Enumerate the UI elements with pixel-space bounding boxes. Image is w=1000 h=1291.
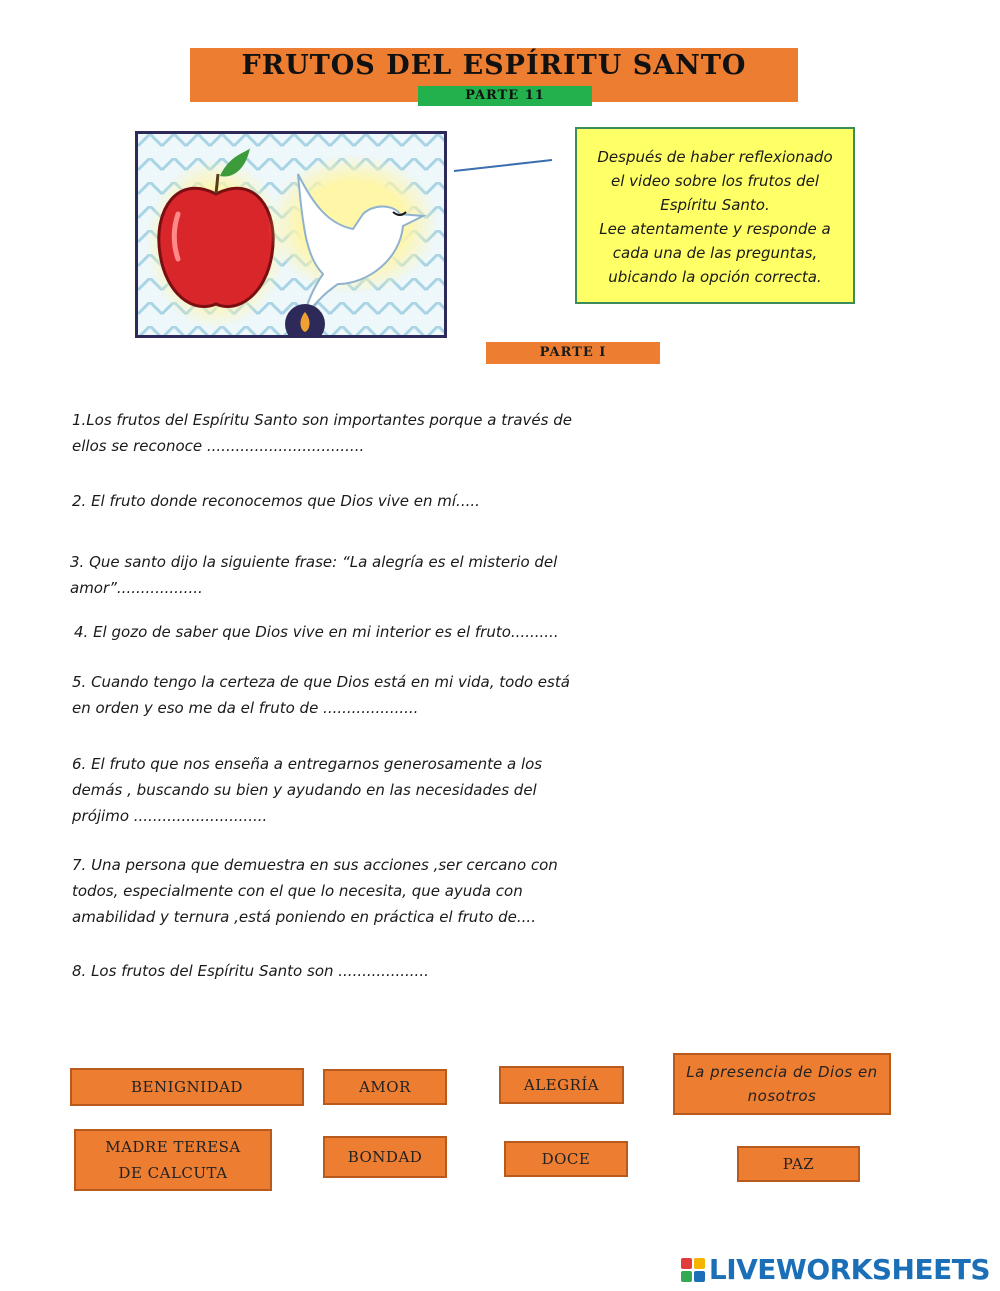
instruction-line: Espíritu Santo.: [660, 196, 770, 214]
question-4: [74, 619, 634, 645]
option-bondad[interactable]: BONDAD: [323, 1136, 447, 1178]
option-paz[interactable]: PAZ: [737, 1146, 860, 1182]
question-3: [70, 549, 630, 601]
option-amor[interactable]: AMOR: [323, 1069, 447, 1105]
question-line: 8. Los frutos del Espíritu Santo son ...................: [72, 962, 429, 980]
option-line: MADRE TERESA: [105, 1138, 241, 1156]
question-line: 2. El fruto donde reconocemos que Dios vive en mí.....: [72, 492, 480, 510]
question-line: todos, especialmente con el que lo necesita, que ayuda con: [72, 882, 523, 900]
option-doce[interactable]: DOCE: [504, 1141, 628, 1177]
liveworksheets-logo: [681, 1253, 990, 1286]
part-two-label: PARTE 11: [418, 86, 592, 106]
question-6: [72, 751, 632, 829]
apple-dove-illustration: [135, 131, 447, 338]
question-line: 5. Cuando tengo la certeza de que Dios está en mi vida, todo está: [72, 673, 570, 691]
logo-text: LIVEWORKSHEETS: [708, 1253, 990, 1286]
instruction-line: Lee atentamente y responde a: [599, 220, 831, 238]
instruction-line: ubicando la opción correcta.: [608, 268, 822, 286]
option-benignidad[interactable]: BENIGNIDAD: [70, 1068, 304, 1106]
page-title: FRUTOS DEL ESPÍRITU SANTO: [241, 50, 747, 81]
question-line: demás , buscando su bien y ayudando en las necesidades del: [72, 781, 537, 799]
question-line: 7. Una persona que demuestra en sus acciones ,ser cercano con: [72, 856, 558, 874]
question-line: ellos se reconoce .................................: [72, 437, 365, 455]
question-2: [72, 488, 632, 514]
option-alegria[interactable]: ALEGRÍA: [499, 1066, 624, 1104]
callout-connector: [452, 156, 556, 176]
instruction-line: Después de haber reflexionado: [597, 148, 833, 166]
logo-blocks-icon: [681, 1258, 705, 1282]
question-line: 4. El gozo de saber que Dios vive en mi interior es el fruto..........: [74, 623, 559, 641]
instruction-line: el video sobre los frutos del: [610, 172, 820, 190]
question-line: amor”..................: [70, 579, 203, 597]
option-madre-teresa[interactable]: [74, 1129, 272, 1191]
question-line: 1.Los frutos del Espíritu Santo son importantes porque a través de: [72, 411, 572, 429]
question-line: prójimo ............................: [72, 807, 268, 825]
question-8: [72, 958, 632, 984]
instruction-line: cada una de las preguntas,: [612, 244, 818, 262]
option-presencia-de-dios[interactable]: [673, 1053, 891, 1115]
option-line: DE CALCUTA: [118, 1164, 228, 1182]
question-line: en orden y eso me da el fruto de ....................: [72, 699, 419, 717]
part-one-label: PARTE I: [486, 342, 660, 364]
question-line: 6. El fruto que nos enseña a entregarnos generosamente a los: [72, 755, 543, 773]
question-1: [72, 407, 632, 459]
question-line: amabilidad y ternura ,está poniendo en práctica el fruto de....: [72, 908, 536, 926]
option-line: nosotros: [747, 1087, 817, 1105]
question-line: 3. Que santo dijo la siguiente frase: “La alegría es el misterio del: [70, 553, 558, 571]
question-7: [72, 852, 632, 930]
question-5: [72, 669, 632, 721]
option-line: La presencia de Dios en: [686, 1063, 878, 1081]
illustration-graphic: [138, 134, 444, 335]
instructions-box: [575, 127, 855, 304]
